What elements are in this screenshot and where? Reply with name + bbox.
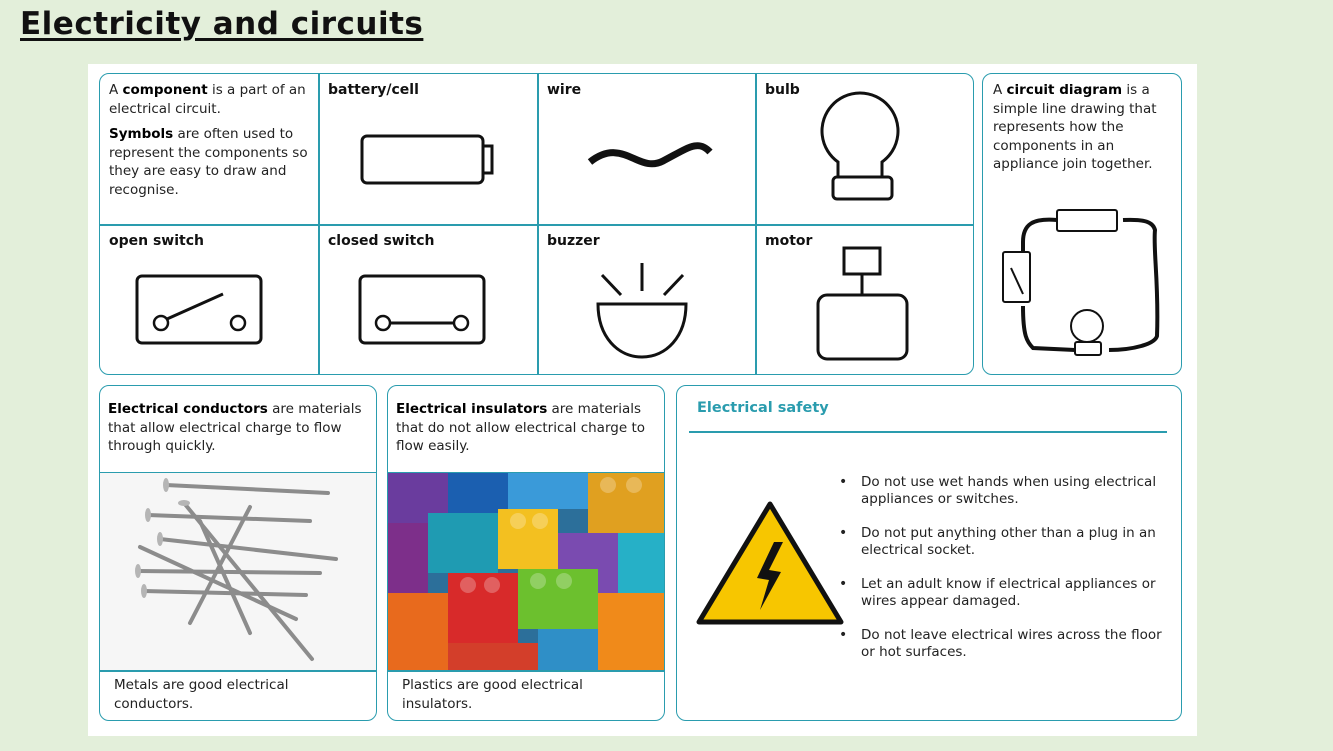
knowledge-sheet — [88, 64, 1197, 736]
component-wire — [538, 74, 755, 224]
component-label: buzzer — [547, 233, 600, 249]
nails-image — [100, 473, 377, 670]
insulators-definition: Electrical insulators are materials that do not allow electrical charge to flow easily. — [396, 401, 645, 454]
component-closed-switch — [319, 225, 537, 375]
insulators-footer: Plastics are good electrical insulators. — [402, 677, 583, 712]
bulb-icon — [756, 74, 974, 224]
safety-item: • Do not put anything other than a plug in an electrical socket. — [837, 525, 1167, 559]
circuit-diagram-box — [982, 73, 1182, 375]
component-open-switch — [100, 225, 318, 375]
component-sentence: A component is a part of an electrical circuit. — [109, 82, 306, 117]
symbols-sentence: Symbols are often used to represent the components so they are easy to draw and recognise. — [109, 126, 308, 198]
open-switch-icon — [100, 225, 318, 375]
insulators-box — [387, 385, 665, 721]
safety-item: • Do not leave electrical wires across the floor or hot surfaces. — [837, 627, 1167, 661]
conductors-footer: Metals are good electrical conductors. — [114, 677, 289, 712]
motor-icon — [756, 225, 974, 375]
safety-title: Electrical safety — [697, 400, 829, 416]
safety-box — [676, 385, 1182, 721]
closed-switch-icon — [319, 225, 537, 375]
battery-icon — [319, 74, 537, 224]
safety-item: • Do not use wet hands when using electrical appliances or switches. — [837, 474, 1167, 508]
wire-icon — [538, 74, 755, 224]
bricks-image — [388, 473, 665, 670]
bricks-icon — [388, 473, 665, 670]
circuit-drawing-icon — [983, 74, 1182, 375]
component-definition — [109, 81, 314, 199]
component-label: wire — [547, 82, 582, 98]
component-battery — [319, 74, 537, 224]
safety-item: • Let an adult know if electrical appliances or wires appear damaged. — [837, 576, 1167, 610]
component-motor — [756, 225, 974, 375]
conductors-box — [99, 385, 377, 721]
page-title: Electricity and circuits — [20, 6, 424, 42]
buzzer-icon — [538, 225, 755, 375]
conductors-definition: Electrical conductors are materials that allow electrical charge to flow through quickly. — [108, 401, 362, 454]
nails-icon — [100, 473, 377, 670]
components-grid — [99, 73, 974, 375]
component-bulb — [756, 74, 974, 224]
safety-list — [837, 474, 1167, 678]
component-buzzer — [538, 225, 755, 375]
component-label: battery/cell — [328, 82, 419, 98]
component-label: bulb — [765, 82, 800, 98]
component-label: motor — [765, 233, 813, 249]
component-label: open switch — [109, 233, 204, 249]
circuit-definition: A circuit diagram is a simple line drawing that represents how the components in an appliance join together. — [993, 82, 1157, 172]
component-label: closed switch — [328, 233, 435, 249]
